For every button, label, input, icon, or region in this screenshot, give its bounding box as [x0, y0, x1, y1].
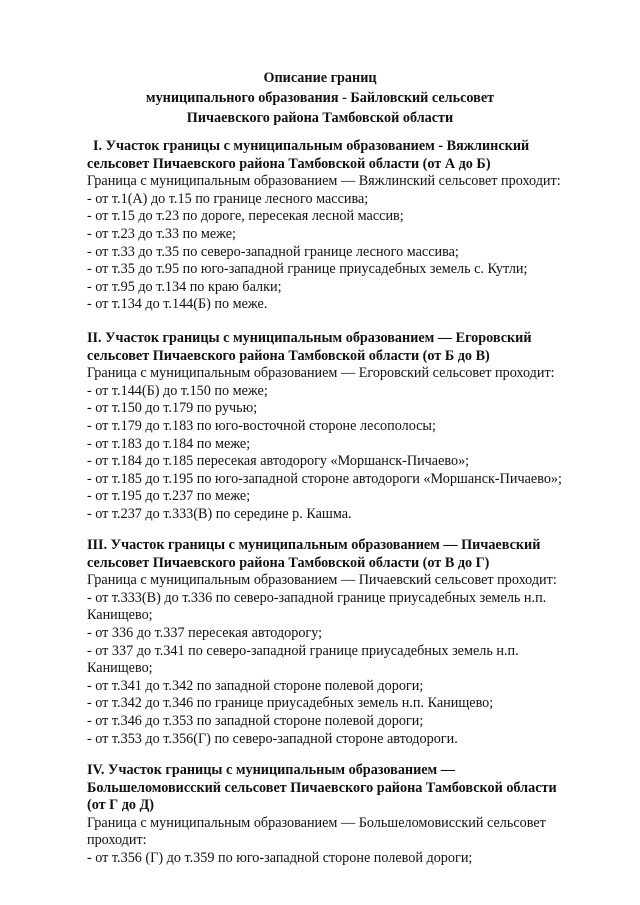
document-title [0, 68, 640, 128]
list-item: - от т.185 до т.195 по юго-западной стороне автодороги «Моршанск-Пичаево»; [87, 470, 562, 487]
list-item: Канищево; [87, 607, 153, 624]
list-item: - от т.23 до т.33 по меже; [87, 225, 236, 242]
list-item: - от т.183 до т.184 по меже; [87, 435, 251, 452]
list-item: - от т.95 до т.134 по краю балки; [87, 278, 282, 295]
section-4 [87, 762, 617, 868]
list-item: - от т.35 до т.95 по юго-западной границе приусадебных земель с. Кутли; [87, 261, 528, 278]
title-line-1: Описание границ [263, 70, 377, 86]
section-4-heading-line-1: IV. Участок границы с муниципальным образованием — [87, 762, 455, 778]
title-line-2: муниципального образования - Байловский сельсовет [145, 90, 495, 106]
list-item: - от т.341 до т.342 по западной стороне полевой дороги; [87, 677, 424, 694]
title-line-3: Пичаевского района Тамбовской области [186, 110, 454, 126]
section-2-heading-line-1: II. Участок границы с муниципальным образованием — Егоровский [87, 330, 532, 346]
section-1-heading-line-1: I. Участок границы с муниципальным образованием - Вяжлинский [93, 138, 530, 154]
section-1-intro: Граница с муниципальным образованием — Вяжлинский сельсовет проходит: [87, 173, 561, 190]
list-item: - от т.33 до т.35 по северо-западной границе лесного массива; [87, 243, 459, 260]
list-item: - от т.346 до т.353 по западной стороне полевой дороги; [87, 712, 424, 729]
list-item: - от т.15 до т.23 по дороге, пересекая лесной массив; [87, 208, 404, 225]
section-3-heading-line-2: сельсовет Пичаевского района Тамбовской области (от В до Г) [87, 554, 490, 571]
section-4-heading-line-2: Большеломовисский сельсовет Пичаевского района Тамбовской области [87, 779, 557, 796]
section-2 [87, 330, 617, 524]
list-item: - от т.1(А) до т.15 по границе лесного массива; [87, 190, 369, 207]
list-item: Канищево; [87, 660, 153, 677]
section-3-intro: Граница с муниципальным образованием — Пичаевский сельсовет проходит: [87, 572, 557, 589]
section-3 [87, 537, 617, 748]
section-3-heading-line-1: III. Участок границы с муниципальным образованием — Пичаевский [87, 537, 541, 553]
list-item: - от т.333(В) до т.336 по северо-западной границе приусадебных земель н.п. [87, 589, 547, 606]
list-item: - от т.237 до т.333(В) по середине р. Кашма. [87, 505, 352, 522]
list-item: - от 336 до т.337 пересекая автодорогу; [87, 624, 323, 641]
list-item: - от т.342 до т.346 по границе приусадебных земель н.п. Канищево; [87, 695, 494, 712]
section-4-intro-line-1: Граница с муниципальным образованием — Большеломовисский сельсовет [87, 814, 546, 831]
section-2-intro: Граница с муниципальным образованием — Егоровский сельсовет проходит: [87, 365, 555, 382]
section-4-heading-line-3: (от Г до Д) [87, 797, 155, 814]
list-item: - от т.134 до т.144(Б) по меже. [87, 296, 268, 313]
list-item: - от т.353 до т.356(Г) по северо-западной стороне автодороги. [87, 730, 458, 747]
list-item: - от т.144(Б) до т.150 по меже; [87, 382, 268, 399]
section-4-intro-line-2: проходит: [87, 832, 147, 849]
section-1 [87, 138, 617, 314]
list-item: - от т.184 до т.185 пересекая автодорогу «Моршанск-Пичаево»; [87, 453, 470, 470]
list-item: - от 337 до т.341 по северо-западной границе приусадебных земель н.п. [87, 642, 519, 659]
list-item: - от т.150 до т.179 по ручью; [87, 400, 258, 417]
section-2-heading-line-2: сельсовет Пичаевского района Тамбовской области (от Б до В) [87, 347, 490, 364]
list-item: - от т.195 до т.237 по меже; [87, 488, 251, 505]
list-item: - от т.356 (Г) до т.359 по юго-западной стороне полевой дороги; [87, 849, 473, 866]
list-item: - от т.179 до т.183 по юго-восточной стороне лесополосы; [87, 417, 436, 434]
section-1-heading-line-2: сельсовет Пичаевского района Тамбовской области (от А до Б) [87, 155, 491, 172]
